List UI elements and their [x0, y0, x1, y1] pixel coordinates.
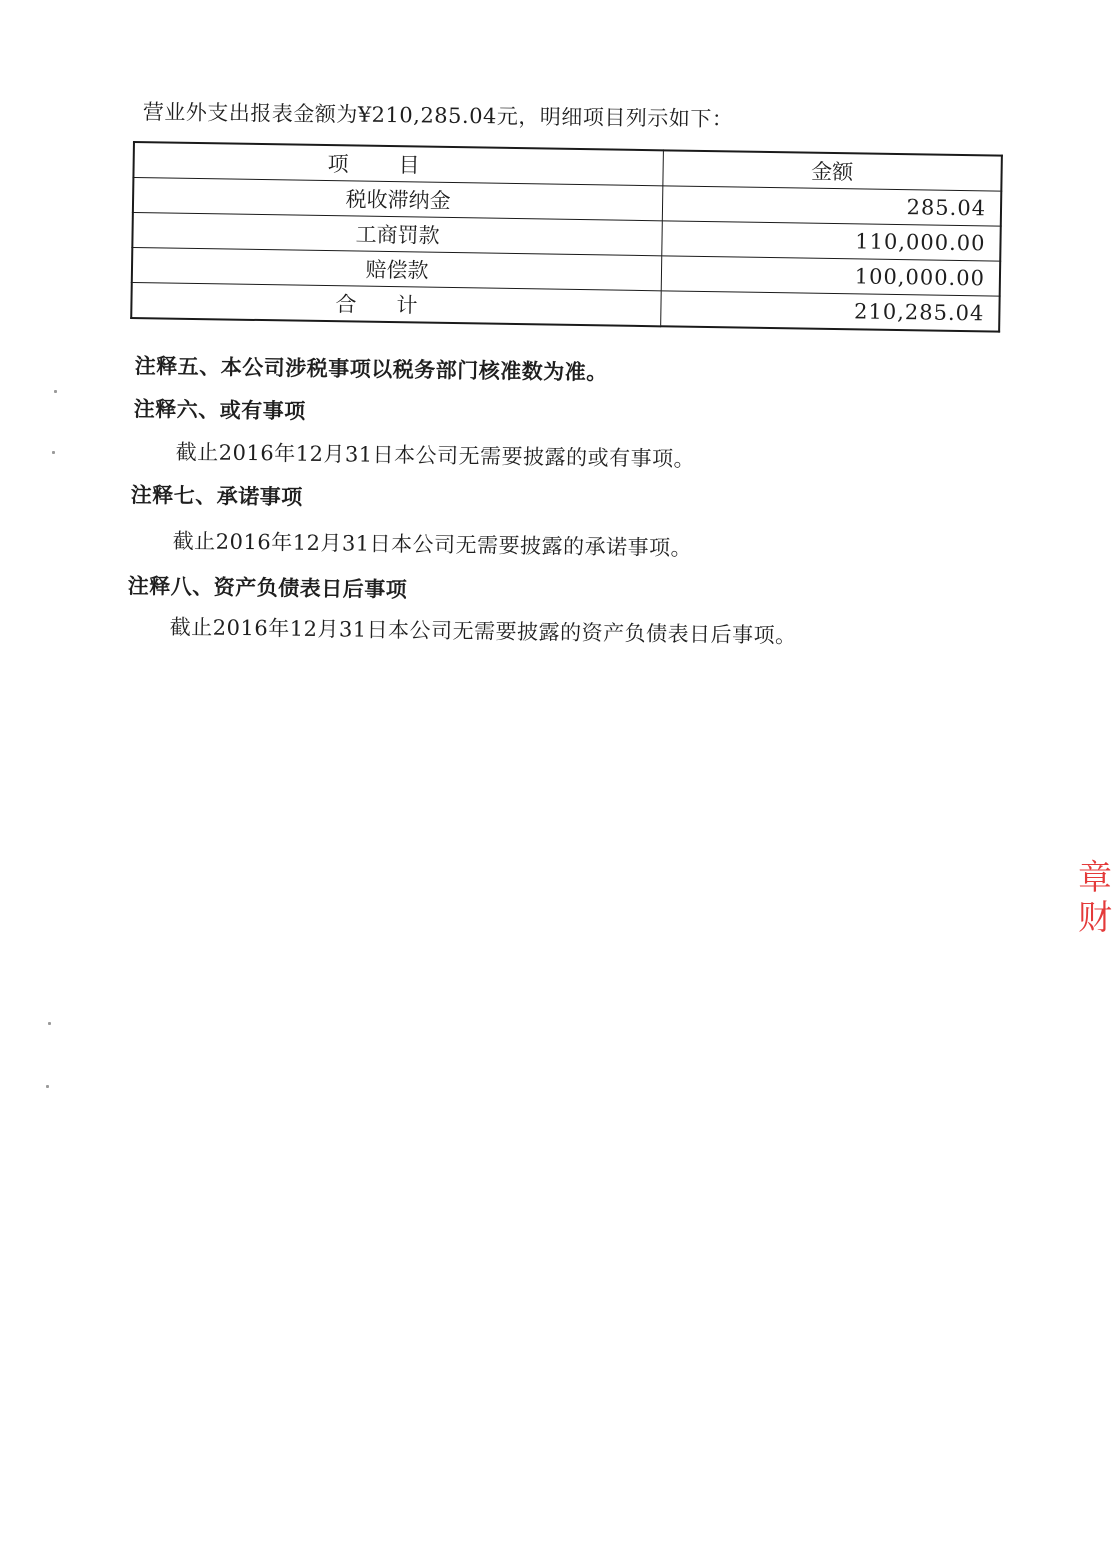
row-amount: 100,000.00: [661, 256, 1000, 296]
intro-text: 营业外支出报表金额为¥210,285.04元，明细项目列示如下：: [142, 99, 734, 132]
note-8-title: 注释八、资产负债表日后事项: [127, 572, 408, 602]
row-item: 工商罚款: [132, 213, 662, 256]
note-7-body: 截止2016年12月31日本公司无需要披露的承诺事项。: [172, 528, 693, 561]
total-label: 合计: [131, 282, 661, 326]
note-8-body: 截止2016年12月31日本公司无需要披露的资产负债表日后事项。: [169, 614, 797, 648]
row-amount: 110,000.00: [662, 221, 1001, 261]
row-item: 税收滞纳金: [133, 178, 663, 221]
row-item: 赔偿款: [132, 248, 662, 291]
note-6-title: 注释六、或有事项: [133, 395, 306, 424]
row-amount: 285.04: [662, 186, 1001, 226]
scan-speck: [48, 1022, 51, 1025]
scan-speck: [52, 451, 55, 454]
total-amount: 210,285.04: [661, 291, 1000, 332]
scan-speck: [54, 390, 57, 393]
note-5: 注释五、本公司涉税事项以税务部门核准数为准。: [134, 352, 608, 385]
detail-table-wrapper: [130, 141, 1007, 333]
detail-table: [130, 141, 1003, 333]
note-7-title: 注释七、承诺事项: [130, 481, 303, 510]
red-seal-stamp: 章 财: [1078, 858, 1112, 938]
scan-speck: [46, 1085, 49, 1088]
header-item: 项目: [133, 142, 663, 186]
header-amount: 金额: [663, 150, 1002, 191]
note-6-body: 截止2016年12月31日本公司无需要披露的或有事项。: [175, 439, 696, 472]
